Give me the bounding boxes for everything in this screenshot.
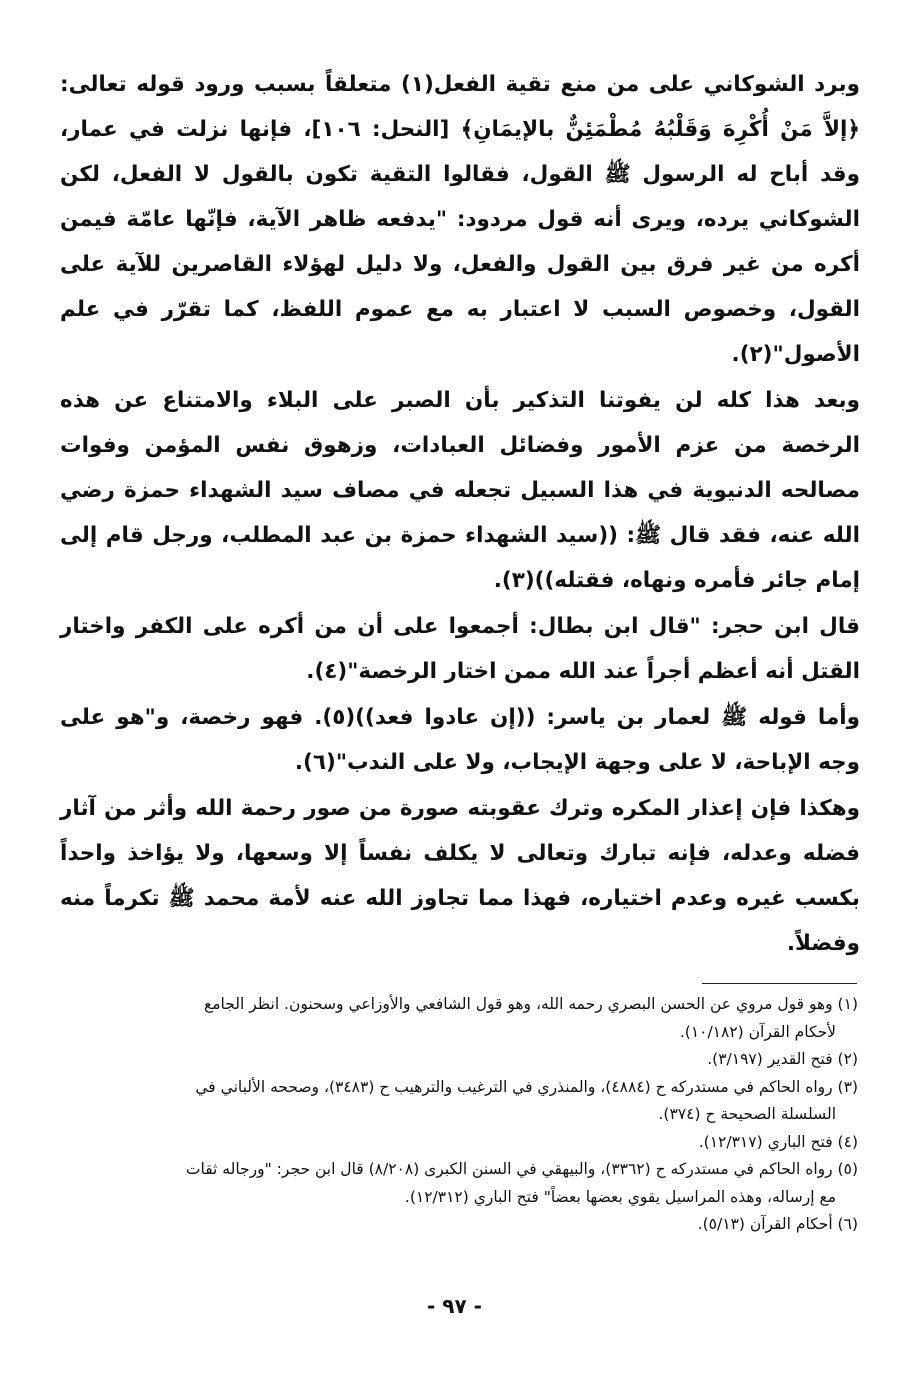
footnote-line: (٦) أحكام القرآن (٥/١٣). (697, 1215, 858, 1233)
footnote-line: (٥) رواه الحاكم في مستدركه ح (٣٣٦٢)، والبيهقي في السنن الكبرى (٨/٢٠٨) قال ابن حجر: "ورجاله ثقات (185, 1160, 858, 1178)
paragraph: وهكذا فإن إعذار المكره وترك عقوبته صورة من صور رحمة الله وأثر من آثار فضله وعدله، فإنه تبارك وتعالى لا يكلف نفساً إلا وسعها، ولا يؤاخذ واحداً بكسب غيره وعدم اختياره، فهذا مما تجاوز الله عنه لأمة محمد ﷺ تكرماً منه وفضلاً. (60, 796, 860, 956)
paragraph: وأما قوله ﷺ لعمار بن ياسر: ((إن عادوا فعد))(٥). فهو رخصة، و"هو على وجه الإباحة، لا على وجهة الإيجاب، ولا على الندب"(٦). (60, 705, 860, 775)
footnote-line: لأحكام القرآن (١٠/١٨٢). (679, 1022, 836, 1041)
footnote-line: (٢) فتح القدير (٣/١٩٧). (707, 1050, 858, 1068)
footnote-line: (٤) فتح الباري (١٢/٣١٧). (698, 1132, 858, 1151)
footnote (50, 1157, 858, 1210)
footnote-line: السلسلة الصحيحة ح (٣٧٤). (658, 1105, 836, 1123)
paragraph: قال ابن حجر: "قال ابن بطال: أجمعوا على أن من أكره على الكفر واختار القتل أنه أعظم أجراً عند الله ممن اختار الرخصة"(٤). (60, 614, 860, 684)
main-text (60, 62, 860, 966)
footnotes (50, 992, 858, 1240)
footnote-line: مع إرساله، وهذه المراسيل يقوي بعضها بعضاً" فتح الباري (١٢/٣١٢). (404, 1187, 836, 1206)
paragraph: وبرد الشوكاني على من منع تقية الفعل(١) متعلقاً بسبب ورود قوله تعالى: ﴿إلاَّ مَنْ أُكْرِهَ وَقَلْبُهُ مُطْمَئِنٌّ بالإيمَانِ﴾ [النحل: ١٠٦]، فإنها نزلت في عمار، وقد أباح له الرسول ﷺ القول، فقالوا التقية تكون بالقول لا الفعل، لكن الشوكاني يرده، ويرى أنه قول مردود: "يدفعه ظاهر الآية، فإنّها عامّة فيمن أكره من غير فرق بين القول والفعل، ولا دليل لهؤلاء القاصرين للآية على القول، وخصوص السبب لا اعتبار به مع عموم اللفظ، كما تقرّر في علم الأصول"(٢). (60, 72, 860, 367)
footnote (50, 992, 858, 1045)
paragraph: وبعد هذا كله لن يفوتنا التذكير بأن الصبر على البلاء والامتناع عن هذه الرخصة من عزم الأمور وفضائل العبادات، وزهوق نفس المؤمن وفوات مصالحه الدنيوية في هذا السبيل تجعله في مصاف سيد الشهداء حمزة رضي الله عنه، فقد قال ﷺ: ((سيد الشهداء حمزة بن عبد المطلب، ورجل قام إلى إمام جائر فأمره ونهاه، فقتله))(٣). (60, 388, 860, 593)
footnote (50, 1075, 858, 1128)
footnote-divider (702, 983, 857, 984)
footnote-line: (١) وهو قول مروي عن الحسن البصري رحمه الله، وهو قول الشافعي والأوزاعي وسحنون. انظر الجامع (204, 995, 858, 1013)
footnote (50, 1047, 858, 1073)
page-number: - ٩٧ - (427, 1294, 482, 1318)
footnote-line: (٣) رواه الحاكم في مستدركه ح (٤٨٨٤)، والمنذري في الترغيب والترهيب ح (٣٤٨٣)، وصححه الألباني في (195, 1077, 858, 1096)
footnote (50, 1212, 858, 1238)
footnote (50, 1130, 858, 1156)
